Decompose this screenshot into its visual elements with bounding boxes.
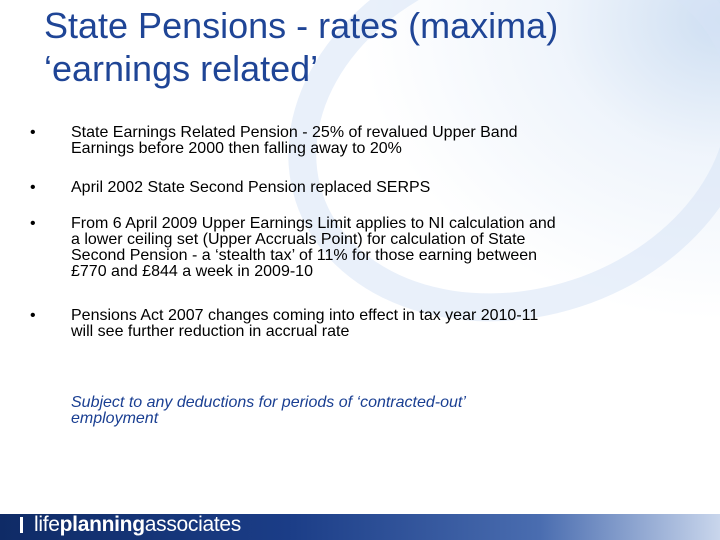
bullet-list bbox=[30, 125, 690, 361]
company-logo bbox=[20, 510, 241, 540]
bullet-text: April 2002 State Second Pension replaced SERPS bbox=[71, 179, 431, 196]
slide-title: State Pensions - rates (maxima) ‘earnings related’ bbox=[44, 5, 559, 89]
bullet-dot: • bbox=[30, 215, 36, 232]
bullet-item bbox=[30, 308, 690, 340]
bullet-text: From 6 April 2009 Upper Earnings Limit applies to NI calculation and a lower ceiling set (Upper Accruals Point) for calculation of State Second Pension - a ‘stealth tax’ of 11% for those earning between £770 and £844 a week in 2009-10 bbox=[71, 215, 556, 280]
bullet-text: State Earnings Related Pension - 25% of revalued Upper Band Earnings before 2000 then falling away to 20% bbox=[71, 124, 518, 157]
bullet-dot: • bbox=[30, 124, 36, 141]
logo-tick-mark bbox=[20, 517, 23, 533]
italic-note: Subject to any deductions for periods of ‘contracted-out’ employment bbox=[71, 394, 466, 427]
logo-word-associates: associates bbox=[144, 513, 241, 536]
bullet-item bbox=[30, 125, 690, 157]
bullet-dot: • bbox=[30, 179, 36, 196]
bullet-item bbox=[30, 180, 690, 196]
bullet-dot: • bbox=[30, 307, 36, 324]
bullet-item bbox=[30, 216, 690, 280]
bullet-text: Pensions Act 2007 changes coming into effect in tax year 2010-11 will see further reduction in accrual rate bbox=[71, 307, 539, 340]
logo-word-planning: planning bbox=[59, 513, 145, 536]
logo-word-life: life bbox=[34, 513, 60, 536]
